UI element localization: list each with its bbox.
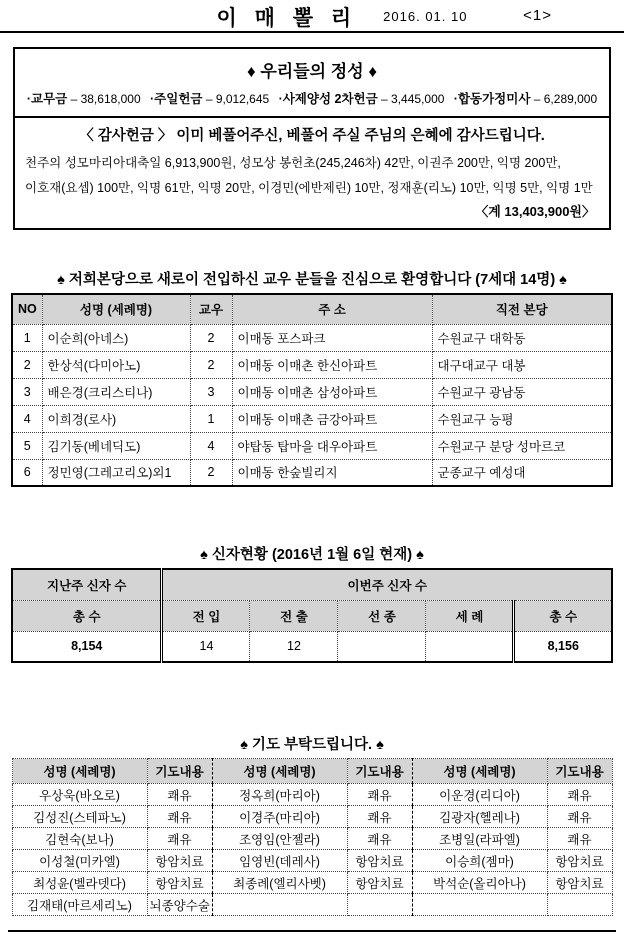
cell-prev-parish: 군종교구 예성대 — [432, 459, 612, 486]
cell-name: 김기동(베네딕도) — [42, 432, 190, 459]
prayer-row — [12, 894, 612, 916]
cell-members: 2 — [190, 324, 232, 351]
issue-date: 2016. 01. 10 — [383, 9, 468, 24]
col-header-intention: 기도내용 — [347, 759, 412, 784]
thanks-line-2: 이호재(요셉) 100만, 익명 61만, 익명 20만, 이경민(에반제린) 10만, 정재훈(리노) 10만, 익명 5만, 익명 1만 — [25, 181, 593, 195]
offering-label: ·주일헌금 — [150, 92, 203, 106]
cell-intention: 쾌유 — [147, 828, 212, 850]
cell-intention: 쾌유 — [547, 828, 612, 850]
cell-intention: 항암치료 — [547, 850, 612, 872]
cell-name — [212, 894, 347, 916]
cell-name: 박석순(올리아나) — [412, 872, 547, 894]
table-row — [12, 378, 612, 405]
col-header-name: 성명 (세례명) — [12, 759, 147, 784]
table-row — [12, 351, 612, 378]
table-header-row — [12, 294, 612, 324]
cell-prev-parish: 수원교구 능평 — [432, 405, 612, 432]
thanks-line-1: 천주의 성모마리아대축일 6,913,900원, 성모상 봉헌초(245,246차) 42만, 이권주 200만, 익명 200만, — [25, 156, 561, 170]
col-header-members: 교우 — [190, 294, 232, 324]
cell-address: 이매동 한숲빌리지 — [232, 459, 432, 486]
bottom-divider — [8, 930, 616, 932]
cell-name: 이순희(아네스) — [42, 324, 190, 351]
offering-box — [13, 47, 611, 230]
table-row — [12, 324, 612, 351]
status-header-row — [12, 569, 612, 600]
cell-name: 이운경(리디아) — [412, 784, 547, 806]
col-header-no: NO — [12, 294, 42, 324]
cell-name: 임영빈(데레사) — [212, 850, 347, 872]
cell-intention: 쾌유 — [347, 784, 412, 806]
table-row — [12, 459, 612, 486]
col-header-prev-parish: 직전 본당 — [432, 294, 612, 324]
prayer-row — [12, 872, 612, 894]
cell-name: 이승희(젬마) — [412, 850, 547, 872]
offering-label: ·사제양성 2차헌금 — [278, 92, 378, 106]
cell-intention: 쾌유 — [147, 784, 212, 806]
cell-name: 정옥희(마리아) — [212, 784, 347, 806]
cell-intention: 항암치료 — [147, 872, 212, 894]
offering-label: ·교무금 — [26, 92, 68, 106]
table-row — [12, 432, 612, 459]
cell-prev-parish: 수원교구 대학동 — [432, 324, 612, 351]
cell-no: 2 — [12, 351, 42, 378]
cell-no: 1 — [12, 324, 42, 351]
thanks-total: 〈계 13,403,900원〉 — [475, 204, 595, 219]
cell-name — [412, 894, 547, 916]
cell-name: 이성철(미카엘) — [12, 850, 147, 872]
cell-members: 2 — [190, 351, 232, 378]
cell-intention: 뇌종양수술 — [147, 894, 212, 916]
prayer-title: ♠ 기도 부탁드립니다. ♠ — [240, 737, 384, 753]
cell-intention — [547, 894, 612, 916]
col-header-name: 성명 (세례명) — [212, 759, 347, 784]
cell-prev-parish: 대구대교구 대봉 — [432, 351, 612, 378]
subheader-out: 전 출 — [250, 600, 338, 631]
offering-item — [150, 92, 269, 106]
cell-address: 이매동 이매촌 한신아파트 — [232, 351, 432, 378]
this-week-label: 이번주 신자 수 — [162, 569, 612, 600]
cell-intention: 쾌유 — [347, 806, 412, 828]
status-table — [11, 568, 613, 663]
cell-address: 이매동 이매촌 삼성아파트 — [232, 378, 432, 405]
cell-name: 이희경(로사) — [42, 405, 190, 432]
col-header-address: 주 소 — [232, 294, 432, 324]
cell-intention: 쾌유 — [547, 784, 612, 806]
offering-label: ·합동가정미사 — [453, 92, 531, 106]
cell-name: 한상석(다미아노) — [42, 351, 190, 378]
cell-name: 배은경(크리스티나) — [42, 378, 190, 405]
offering-value: – 6,289,000 — [533, 92, 598, 106]
page-number: <1> — [523, 7, 552, 24]
status-subheader-row — [12, 600, 612, 631]
cell-name: 김현숙(보나) — [12, 828, 147, 850]
subheader-total-last: 총 수 — [12, 600, 162, 631]
cell-name: 최종례(엘리사벳) — [212, 872, 347, 894]
prayer-table — [12, 758, 613, 916]
cell-no: 5 — [12, 432, 42, 459]
value-out: 12 — [250, 631, 338, 662]
cell-members: 4 — [190, 432, 232, 459]
offering-item — [27, 92, 141, 106]
thanks-section — [15, 116, 609, 228]
cell-intention: 쾌유 — [547, 806, 612, 828]
cell-intention: 항암치료 — [547, 872, 612, 894]
prayer-row — [12, 850, 612, 872]
newcomers-title: ♠ 저희본당으로 새로이 전입하신 교우 분들을 진심으로 환영합니다 (7세대 14명) ♠ — [57, 272, 567, 288]
last-week-label: 지난주 신자 수 — [12, 569, 162, 600]
cell-no: 6 — [12, 459, 42, 486]
bulletin-title: 이 매 뽈 리 — [216, 6, 358, 30]
subheader-baptized: 세 례 — [426, 600, 514, 631]
cell-intention: 쾌유 — [147, 806, 212, 828]
subheader-total-this: 총 수 — [514, 600, 612, 631]
cell-members: 1 — [190, 405, 232, 432]
cell-name: 이경주(마리아) — [212, 806, 347, 828]
cell-members: 2 — [190, 459, 232, 486]
cell-intention: 항암치료 — [347, 850, 412, 872]
cell-intention — [347, 894, 412, 916]
cell-name: 김광자(헬레나) — [412, 806, 547, 828]
cell-intention: 항암치료 — [347, 872, 412, 894]
cell-name: 김재태(마르세리노) — [12, 894, 147, 916]
cell-name: 정민영(그레고리오)외1 — [42, 459, 190, 486]
cell-name: 조병일(라파엘) — [412, 828, 547, 850]
value-in: 14 — [162, 631, 250, 662]
value-total-this: 8,156 — [514, 631, 612, 662]
value-baptized — [426, 631, 514, 662]
cell-prev-parish: 수원교구 광남동 — [432, 378, 612, 405]
offering-value: – 3,445,000 — [381, 92, 445, 106]
prayer-row — [12, 828, 612, 850]
col-header-intention: 기도내용 — [147, 759, 212, 784]
prayer-header-row — [12, 759, 612, 784]
prayer-row — [12, 806, 612, 828]
cell-address: 야탑동 탑마을 대우아파트 — [232, 432, 432, 459]
page-header — [0, 0, 624, 33]
col-header-name: 성명 (세례명) — [42, 294, 190, 324]
offering-item — [454, 92, 597, 106]
status-title: ♠ 신자현황 (2016년 1월 6일 현재) ♠ — [200, 547, 424, 563]
cell-prev-parish: 수원교구 분당 성마르코 — [432, 432, 612, 459]
col-header-intention: 기도내용 — [547, 759, 612, 784]
cell-no: 3 — [12, 378, 42, 405]
prayer-row — [12, 784, 612, 806]
subheader-in: 전 입 — [162, 600, 250, 631]
table-row — [12, 405, 612, 432]
cell-address: 이매동 이매촌 금강아파트 — [232, 405, 432, 432]
subheader-deceased: 선 종 — [338, 600, 426, 631]
cell-name: 우상욱(바오로) — [12, 784, 147, 806]
cell-name: 김성진(스테파노) — [12, 806, 147, 828]
col-header-name: 성명 (세례명) — [412, 759, 547, 784]
value-total-last: 8,154 — [12, 631, 162, 662]
offering-value: – 38,618,000 — [70, 92, 141, 106]
cell-name: 조영임(안젤라) — [212, 828, 347, 850]
newcomers-table — [11, 293, 613, 487]
cell-intention: 항암치료 — [147, 850, 212, 872]
offering-amounts — [15, 87, 609, 116]
cell-members: 3 — [190, 378, 232, 405]
status-values-row — [12, 631, 612, 662]
cell-no: 4 — [12, 405, 42, 432]
cell-address: 이매동 포스파크 — [232, 324, 432, 351]
offering-item — [279, 92, 445, 106]
value-deceased — [338, 631, 426, 662]
cell-name: 최성윤(벨라뎃다) — [12, 872, 147, 894]
cell-intention: 쾌유 — [347, 828, 412, 850]
thanks-title: 〈 감사헌금 〉 이미 베풀어주신, 베풀어 주실 주님의 은혜에 감사드립니다. — [79, 128, 545, 144]
offering-title: ♦ 우리들의 정성 ♦ — [246, 62, 378, 81]
offering-value: – 9,012,645 — [205, 92, 270, 106]
